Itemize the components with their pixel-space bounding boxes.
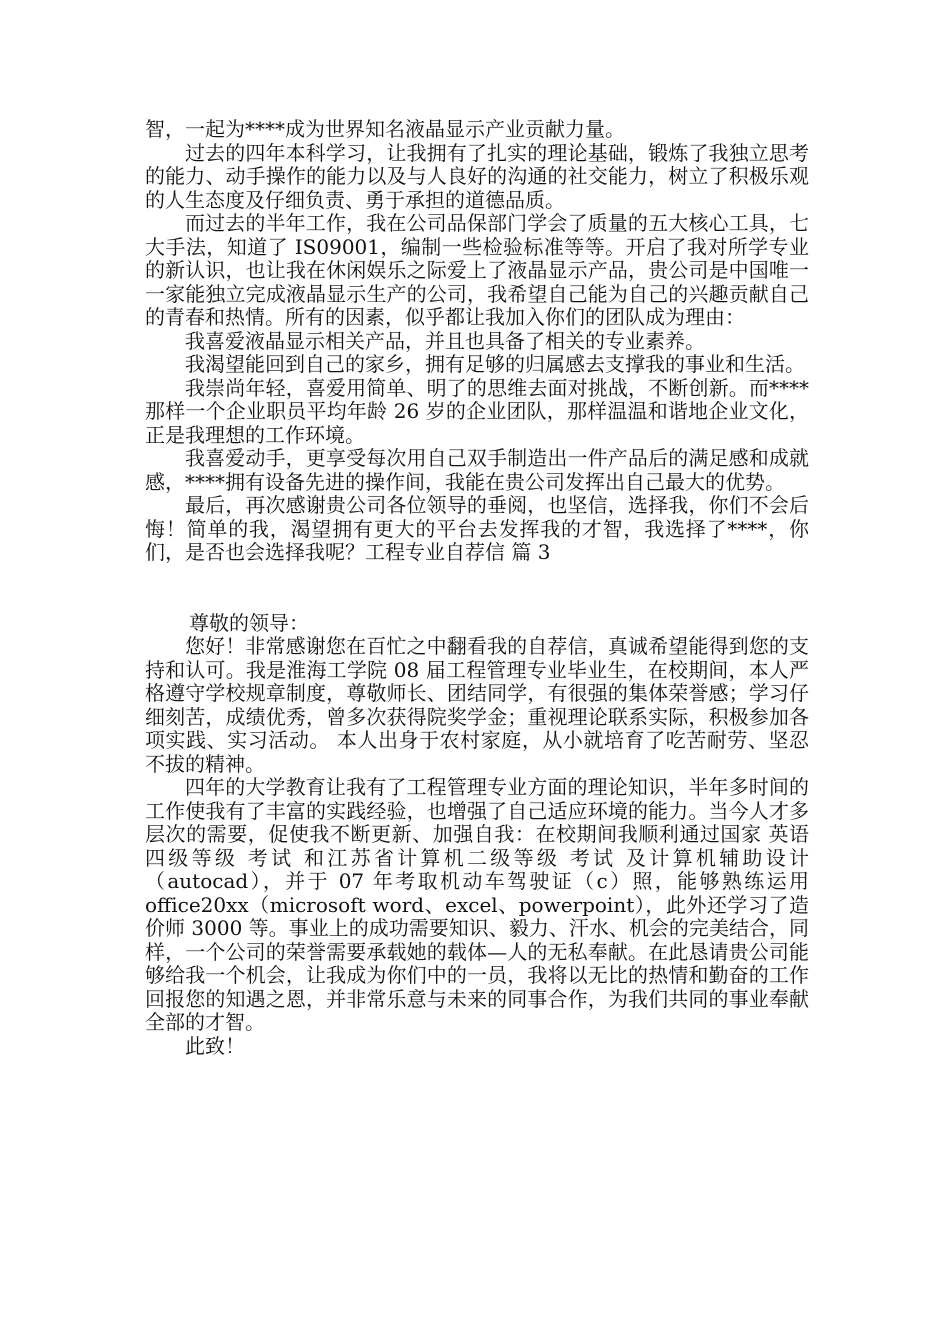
paragraph-continuation: 智，一起为****成为世界知名液晶显示产业贡献力量。 xyxy=(145,117,625,141)
paragraph-reason-2: 我渴望能回到自己的家乡，拥有足够的归属感去支撑我的事业和生活。 xyxy=(185,352,805,376)
section-gap xyxy=(145,565,809,612)
document-page xyxy=(145,118,809,1058)
paragraph-conclusion: 最后，再次感谢贵公司各位领导的垂阅，也坚信，选择我，你们不会后悔！简单的我，渴望拥有更大的平台去发挥我的才智，我选择了****，你们，是否也会选择我呢？工程专业自荐信 篇 3 xyxy=(145,493,809,564)
paragraph-work: 而过去的半年工作，我在公司品保部门学会了质量的五大核心工具，七大手法，知道了 IS09001，编制一些检验标准等等。开启了我对所学专业的新认识，也让我在休闲娱乐之际爱上了液晶显示产品，贵公司是中国唯一一家能独立完成液晶显示生产的公司，我希望自己能为自己的兴趣贡献自己的青春和热情。所有的因素，似乎都让我加入你们的团队成为理由： xyxy=(145,211,809,329)
letter-salutation: 尊敬的领导： xyxy=(189,610,309,635)
letter-paragraph-intro: 您好！非常感谢您在百忙之中翻看我的自荐信，真诚希望能得到您的支持和认可。我是淮海工学院 08 届工程管理专业毕业生，在校期间，本人严格遵守学校规章制度，尊敬师长、团结同学，有很强的集体荣誉感；学习仔细刻苦，成绩优秀，曾多次获得院奖学金；重视理论联系实际，积极参加各项实践、实习活动。 本人出身于农村家庭，从小就培育了吃苦耐劳、坚忍不拔的精神。 xyxy=(145,634,809,776)
letter-paragraph-experience: 四年的大学教育让我有了工程管理专业方面的理论知识，半年多时间的工作使我有了丰富的实践经验，也增强了自己适应环境的能力。当今人才多层次的需要，促使我不断更新、加强自我：在校期间我顺利通过国家 英语 四级等级 考试 和江苏省计算机二级等级 考试 及计算机辅助设计（autocad），并于 07 年考取机动车驾驶证（c）照，能够熟练运用 office20xx（microsoft word、excel、powerpoint），此外还学习了造价师 3000 等。事业上的成功需要知识、毅力、汗水、机会的完美结合，同样，一个公司的荣誉需要承载她的载体—人的无私奉献。在此恳请贵公司能够给我一个机会，让我成为你们中的一员，我将以无比的热情和勤奋的工作回报您的知遇之恩，并非常乐意与未来的同事合作，为我们共同的事业奉献全部的才智。 xyxy=(145,775,809,1034)
paragraph-study: 过去的四年本科学习，让我拥有了扎实的理论基础，锻炼了我独立思考的能力、动手操作的能力以及与人良好的沟通的社交能力，树立了积极乐观的人生态度及仔细负责、勇于承担的道德品质。 xyxy=(145,140,809,212)
paragraph-reason-3: 我崇尚年轻，喜爱用简单、明了的思维去面对挑战，不断创新。而****那样一个企业职员平均年龄 26 岁的企业团队，那样温温和谐地企业文化，正是我理想的工作环境。 xyxy=(145,375,809,447)
paragraph-reason-1: 我喜爱液晶显示相关产品，并且也具备了相关的专业素养。 xyxy=(185,328,705,353)
paragraph-reason-4: 我喜爱动手，更享受每次用自己双手制造出一件产品后的满足感和成就感，****拥有设备先进的操作间，我能在贵公司发挥出自己最大的优势。 xyxy=(145,446,809,494)
letter-closing: 此致！ xyxy=(185,1033,245,1058)
